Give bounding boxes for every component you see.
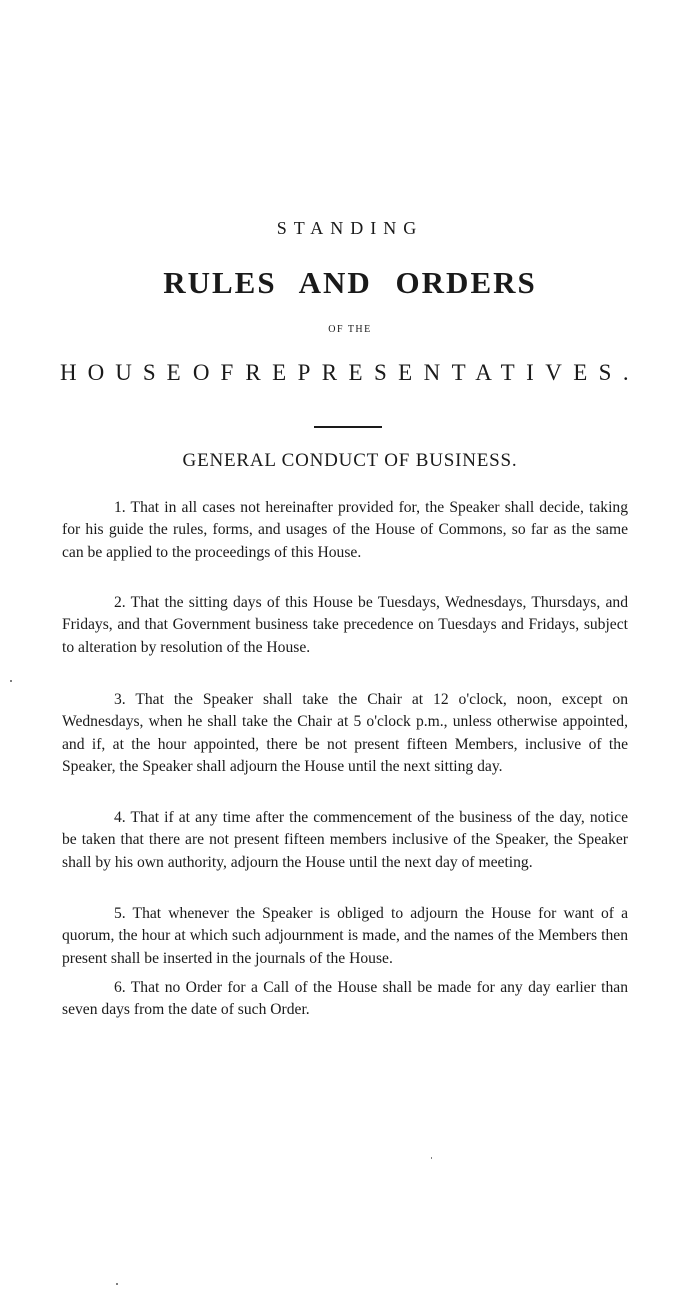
title-of-the: OF THE bbox=[328, 324, 372, 335]
title-divider bbox=[314, 426, 382, 428]
title-word-house: HOUSE bbox=[60, 360, 192, 385]
paper-speck bbox=[431, 1157, 432, 1159]
rule-paragraph-4: 4. That if at any time after the commencement of the business of the day, notice be taken that there are not present fifteen members inclusive of the Speaker, the Speaker shall by his own authority, adjourn the House until the next day of meeting. bbox=[62, 808, 628, 871]
title-house-of-representatives bbox=[60, 360, 640, 386]
rule-paragraph-2: 2. That the sitting days of this House be Tuesdays, Wednesdays, Thursdays, and Fridays, and that Government business take precedence on Tuesdays and Fridays, subject to alteration by resolution of the House. bbox=[62, 593, 628, 656]
rule-paragraph-6: 6. That no Order for a Call of the House shall be made for any day earlier than seven days from the date of such Order. bbox=[62, 978, 628, 1019]
paper-speck bbox=[10, 680, 12, 682]
title-word-of: OF bbox=[192, 360, 245, 385]
paper-speck bbox=[116, 1283, 118, 1285]
title-standing: STANDING bbox=[276, 218, 424, 238]
rule-paragraph-5: 5. That whenever the Speaker is obliged to adjourn the House for want of a quorum, the hour at which such adjournment is made, and the names of the Members then present shall be inserted in the journals of the House. bbox=[62, 904, 628, 967]
rule-paragraph-1: 1. That in all cases not hereinafter provided for, the Speaker shall decide, taking for his guide the rules, forms, and usages of the House of Commons, so far as the same can be applied to the proceedings of this House. bbox=[62, 498, 628, 561]
section-heading: GENERAL CONDUCT OF BUSINESS. bbox=[182, 450, 518, 471]
rule-paragraph-3: 3. That the Speaker shall take the Chair at 12 o'clock, noon, except on Wednesdays, when he shall take the Chair at 5 o'clock p.m., unless otherwise appointed, and if, at the hour appointed, there be not present fifteen Members, inclusive of the Speaker, the Speaker shall adjourn the House until the next sitting day. bbox=[62, 690, 628, 776]
title-rules-and-orders: RULES AND ORDERS bbox=[163, 265, 537, 300]
title-word-representatives: REPRESENTATIVES. bbox=[245, 360, 640, 385]
